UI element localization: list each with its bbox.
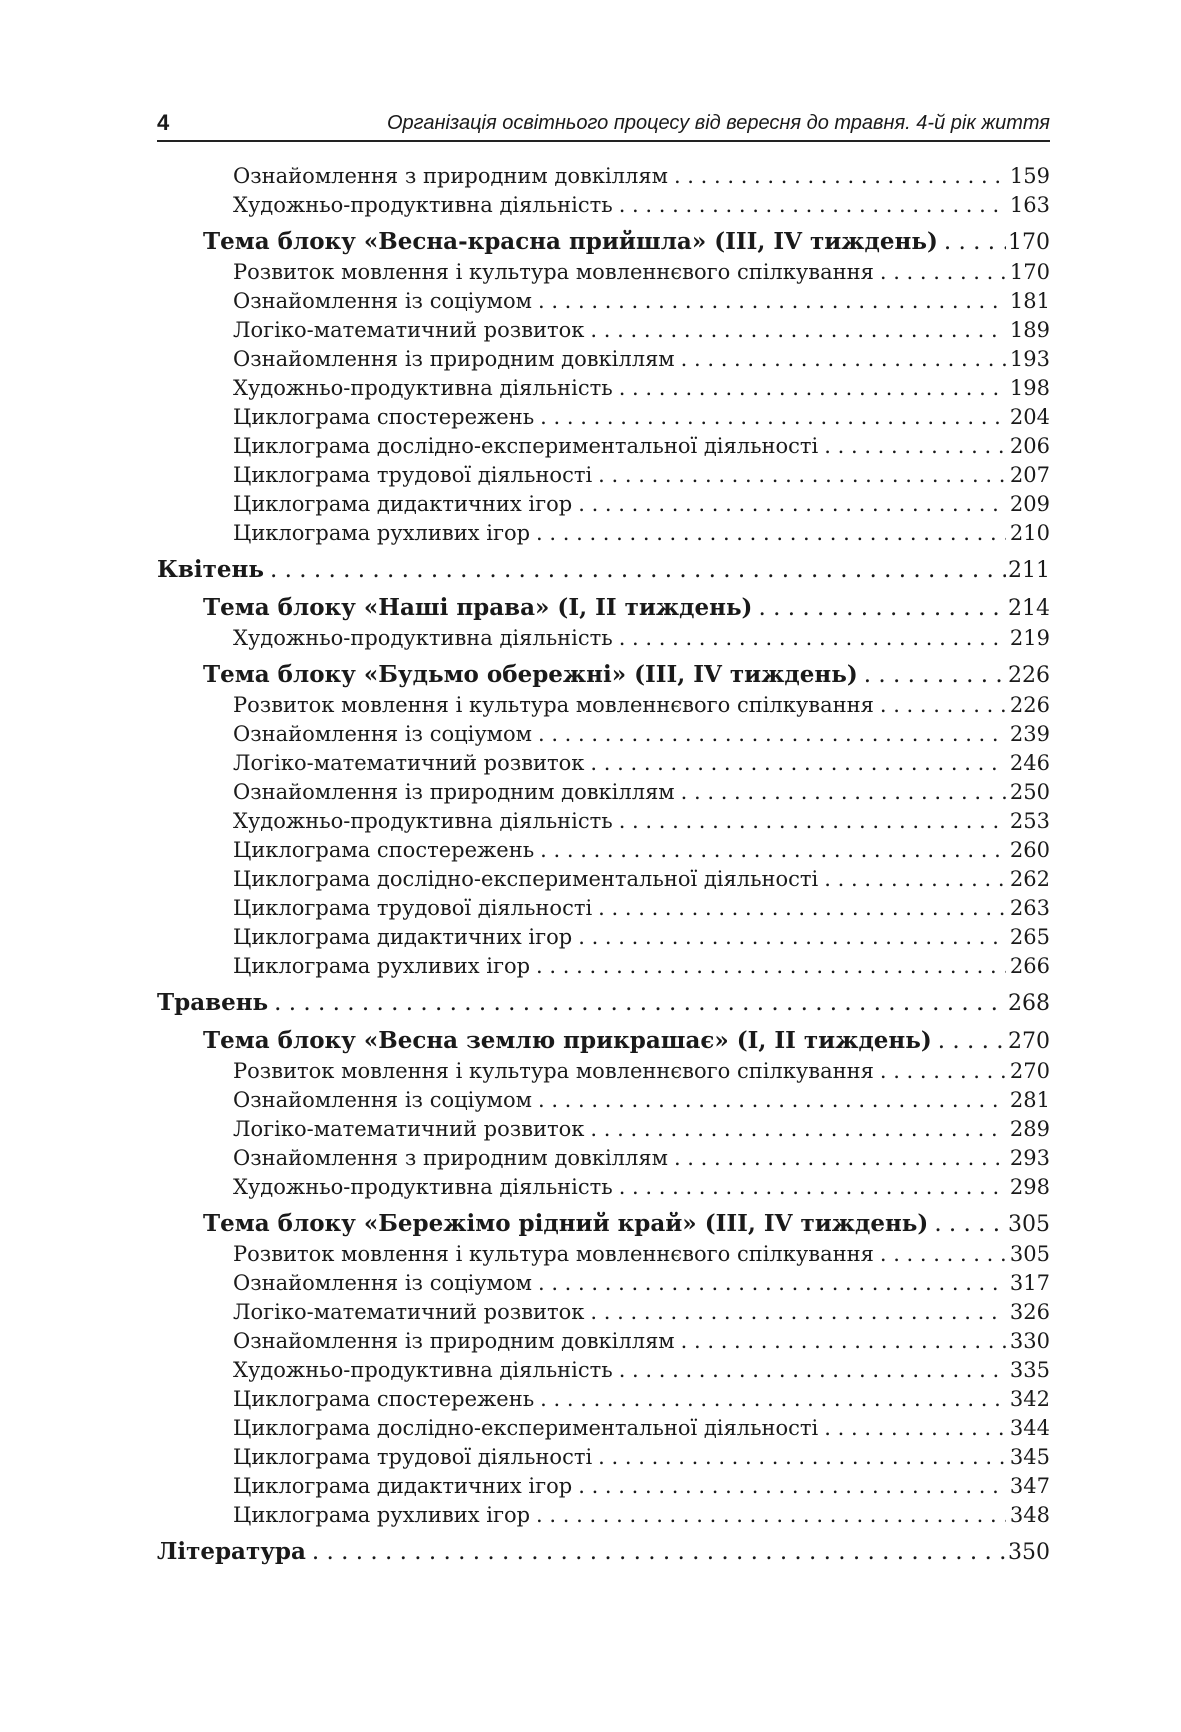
toc-entry xyxy=(157,374,1050,403)
dot-leader xyxy=(572,1472,1006,1501)
toc-entry-page: 198 xyxy=(1009,376,1050,400)
toc-entry xyxy=(157,191,1050,220)
dot-leader xyxy=(592,461,1006,490)
toc-entry-page: 260 xyxy=(1009,838,1050,862)
toc-entry xyxy=(157,952,1050,981)
dot-leader xyxy=(932,1025,1006,1057)
toc-entry xyxy=(157,624,1050,653)
dot-leader xyxy=(675,1327,1006,1356)
toc-entry-page: 344 xyxy=(1009,1416,1050,1440)
table-of-contents xyxy=(157,162,1050,1568)
dot-leader xyxy=(675,778,1006,807)
dot-leader xyxy=(592,1443,1006,1472)
toc-entry-title: Ознайомлення із соціумом xyxy=(233,1271,532,1295)
page-header xyxy=(157,106,1050,142)
toc-entry xyxy=(157,1115,1050,1144)
dot-leader xyxy=(532,1269,1006,1298)
toc-entry-page: 348 xyxy=(1009,1503,1050,1527)
toc-entry-title: Циклограма дослідно-експериментальної діяльності xyxy=(233,1416,819,1440)
toc-entry xyxy=(157,1240,1050,1269)
toc-entry-title: Ознайомлення з природним довкіллям xyxy=(233,164,668,188)
toc-entry xyxy=(157,778,1050,807)
toc-entry xyxy=(157,1501,1050,1530)
toc-entry-title: Циклограма дидактичних ігор xyxy=(233,492,573,516)
dot-leader xyxy=(530,952,1006,981)
toc-entry-title: Розвиток мовлення і культура мовленнєвого спілкування xyxy=(233,693,874,717)
toc-entry-page: 298 xyxy=(1009,1175,1050,1199)
toc-entry xyxy=(157,1144,1050,1173)
toc-entry-page: 170 xyxy=(1008,230,1050,255)
toc-entry-title: Логіко-математичний розвиток xyxy=(233,1117,585,1141)
dot-leader xyxy=(268,987,1006,1019)
dot-leader xyxy=(613,624,1006,653)
toc-entry-title: Тема блоку «Наші права» (І, ІІ тиждень) xyxy=(203,594,753,621)
toc-entry-title: Циклограма трудової діяльності xyxy=(233,463,593,487)
toc-entry-title: Ознайомлення із соціумом xyxy=(233,1088,532,1112)
toc-entry-page: 211 xyxy=(1008,558,1050,583)
toc-entry-page: 219 xyxy=(1009,626,1050,650)
dot-leader xyxy=(928,1208,1006,1240)
toc-entry xyxy=(157,836,1050,865)
toc-entry-page: 159 xyxy=(1009,164,1050,188)
toc-entry-page: 305 xyxy=(1009,1242,1050,1266)
toc-block-topic xyxy=(157,225,1050,258)
toc-entry-title: Циклограма рухливих ігор xyxy=(233,1503,531,1527)
toc-entry-page: 268 xyxy=(1008,991,1050,1016)
dot-leader xyxy=(613,374,1006,403)
toc-entry-title: Циклограма дидактичних ігор xyxy=(233,925,573,949)
toc-entry-page: 226 xyxy=(1008,663,1050,688)
toc-entry xyxy=(157,894,1050,923)
toc-entry-title: Тема блоку «Весна землю прикрашає» (І, ІІ тиждень) xyxy=(203,1027,932,1054)
toc-entry-page: 265 xyxy=(1009,925,1050,949)
toc-entry xyxy=(157,162,1050,191)
toc-entry xyxy=(157,461,1050,490)
toc-entry xyxy=(157,258,1050,287)
toc-entry xyxy=(157,1356,1050,1385)
toc-entry xyxy=(157,1472,1050,1501)
toc-entry-title: Циклограма спостережень xyxy=(233,405,535,429)
dot-leader xyxy=(572,923,1006,952)
dot-leader xyxy=(534,1385,1006,1414)
toc-entry-title: Циклограма рухливих ігор xyxy=(233,521,531,545)
toc-entry-title: Тема блоку «Весна-красна прийшла» (ІІІ, ІV тиждень) xyxy=(203,228,938,255)
dot-leader xyxy=(532,287,1006,316)
dot-leader xyxy=(534,403,1006,432)
page-number: 4 xyxy=(157,110,170,135)
toc-entry-title: Художньо-продуктивна діяльність xyxy=(233,1358,613,1382)
toc-entry-page: 189 xyxy=(1009,318,1050,342)
toc-entry-title: Розвиток мовлення і культура мовленнєвого спілкування xyxy=(233,1059,874,1083)
dot-leader xyxy=(572,490,1006,519)
dot-leader xyxy=(613,1173,1006,1202)
dot-leader xyxy=(874,1057,1006,1086)
toc-entry-page: 270 xyxy=(1009,1059,1050,1083)
toc-entry-title: Розвиток мовлення і культура мовленнєвого спілкування xyxy=(233,260,874,284)
toc-entry-page: 317 xyxy=(1009,1271,1050,1295)
toc-entry-title: Розвиток мовлення і культура мовленнєвого спілкування xyxy=(233,1242,874,1266)
toc-entry-page: 281 xyxy=(1009,1088,1050,1112)
toc-entry xyxy=(157,749,1050,778)
toc-entry-page: 193 xyxy=(1009,347,1050,371)
toc-block-topic xyxy=(157,591,1050,624)
toc-section xyxy=(157,553,1050,586)
running-title: Організація освітнього процесу від вересня до травня. 4-й рік життя xyxy=(387,112,1050,134)
toc-entry-page: 262 xyxy=(1009,867,1050,891)
toc-block-topic xyxy=(157,1207,1050,1240)
toc-entry-title: Циклограма спостережень xyxy=(233,838,535,862)
toc-entry xyxy=(157,1327,1050,1356)
toc-entry xyxy=(157,807,1050,836)
toc-entry xyxy=(157,1414,1050,1443)
toc-entry xyxy=(157,1298,1050,1327)
toc-entry-page: 342 xyxy=(1009,1387,1050,1411)
dot-leader xyxy=(752,592,1006,624)
toc-entry xyxy=(157,432,1050,461)
toc-entry-page: 263 xyxy=(1009,896,1050,920)
toc-entry-title: Художньо-продуктивна діяльність xyxy=(233,626,613,650)
toc-entry-page: 330 xyxy=(1009,1329,1050,1353)
toc-entry xyxy=(157,720,1050,749)
toc-entry-page: 170 xyxy=(1009,260,1050,284)
dot-leader xyxy=(874,1240,1006,1269)
toc-entry-title: Ознайомлення із соціумом xyxy=(233,722,532,746)
toc-entry-page: 293 xyxy=(1009,1146,1050,1170)
toc-entry xyxy=(157,316,1050,345)
toc-entry xyxy=(157,403,1050,432)
toc-entry-title: Циклограма дослідно-експериментальної діяльності xyxy=(233,434,819,458)
toc-entry-title: Циклограма рухливих ігор xyxy=(233,954,531,978)
toc-entry xyxy=(157,865,1050,894)
toc-entry-title: Художньо-продуктивна діяльність xyxy=(233,193,613,217)
toc-entry-title: Ознайомлення із природним довкіллям xyxy=(233,780,675,804)
dot-leader xyxy=(584,316,1006,345)
dot-leader xyxy=(668,1144,1006,1173)
toc-section xyxy=(157,1535,1050,1568)
toc-block-topic xyxy=(157,1024,1050,1057)
dot-leader xyxy=(613,807,1006,836)
toc-entry xyxy=(157,1443,1050,1472)
toc-entry-page: 226 xyxy=(1009,693,1050,717)
toc-entry xyxy=(157,345,1050,374)
dot-leader xyxy=(668,162,1006,191)
toc-entry-title: Циклограма дидактичних ігор xyxy=(233,1474,573,1498)
toc-entry-title: Ознайомлення із природним довкіллям xyxy=(233,347,675,371)
dot-leader xyxy=(532,720,1006,749)
toc-entry-title: Художньо-продуктивна діяльність xyxy=(233,1175,613,1199)
dot-leader xyxy=(264,554,1006,586)
toc-entry-page: 345 xyxy=(1009,1445,1050,1469)
toc-entry-title: Художньо-продуктивна діяльність xyxy=(233,376,613,400)
toc-entry-page: 209 xyxy=(1009,492,1050,516)
toc-entry-title: Травень xyxy=(157,989,269,1016)
toc-entry-title: Логіко-математичний розвиток xyxy=(233,1300,585,1324)
dot-leader xyxy=(592,894,1006,923)
toc-entry-page: 350 xyxy=(1008,1540,1050,1565)
toc-entry xyxy=(157,490,1050,519)
dot-leader xyxy=(613,191,1006,220)
dot-leader xyxy=(818,1414,1006,1443)
toc-entry-title: Логіко-математичний розвиток xyxy=(233,751,585,775)
toc-entry-title: Тема блоку «Бережімо рідний край» (ІІІ, ІV тиждень) xyxy=(203,1210,929,1237)
dot-leader xyxy=(613,1356,1006,1385)
dot-leader xyxy=(306,1536,1006,1568)
toc-entry-page: 210 xyxy=(1009,521,1050,545)
toc-entry-page: 163 xyxy=(1009,193,1050,217)
dot-leader xyxy=(874,258,1006,287)
toc-entry-title: Література xyxy=(157,1538,306,1565)
dot-leader xyxy=(532,1086,1006,1115)
toc-entry-page: 239 xyxy=(1009,722,1050,746)
dot-leader xyxy=(534,836,1006,865)
dot-leader xyxy=(938,226,1006,258)
dot-leader xyxy=(675,345,1006,374)
toc-entry-page: 181 xyxy=(1009,289,1050,313)
toc-entry-title: Логіко-математичний розвиток xyxy=(233,318,585,342)
toc-entry xyxy=(157,1173,1050,1202)
toc-entry-title: Циклограма трудової діяльності xyxy=(233,896,593,920)
toc-entry xyxy=(157,1057,1050,1086)
toc-entry-title: Ознайомлення із соціумом xyxy=(233,289,532,313)
toc-entry-page: 206 xyxy=(1009,434,1050,458)
dot-leader xyxy=(818,432,1006,461)
toc-entry-page: 207 xyxy=(1009,463,1050,487)
toc-entry xyxy=(157,1086,1050,1115)
toc-entry xyxy=(157,1269,1050,1298)
toc-entry-title: Циклограма дослідно-експериментальної діяльності xyxy=(233,867,819,891)
toc-entry-page: 246 xyxy=(1009,751,1050,775)
toc-entry xyxy=(157,1385,1050,1414)
toc-block-topic xyxy=(157,658,1050,691)
toc-entry-title: Ознайомлення із природним довкіллям xyxy=(233,1329,675,1353)
dot-leader xyxy=(874,691,1006,720)
toc-section xyxy=(157,986,1050,1019)
dot-leader xyxy=(530,1501,1006,1530)
dot-leader xyxy=(858,659,1006,691)
toc-entry-page: 335 xyxy=(1009,1358,1050,1382)
dot-leader xyxy=(584,749,1006,778)
toc-entry-page: 326 xyxy=(1009,1300,1050,1324)
toc-entry-title: Художньо-продуктивна діяльність xyxy=(233,809,613,833)
dot-leader xyxy=(584,1115,1006,1144)
toc-entry-page: 250 xyxy=(1009,780,1050,804)
toc-entry-page: 305 xyxy=(1008,1212,1050,1237)
toc-entry xyxy=(157,519,1050,548)
dot-leader xyxy=(818,865,1006,894)
toc-entry xyxy=(157,923,1050,952)
toc-entry xyxy=(157,691,1050,720)
toc-entry-page: 347 xyxy=(1009,1474,1050,1498)
dot-leader xyxy=(584,1298,1006,1327)
toc-entry xyxy=(157,287,1050,316)
toc-entry-page: 253 xyxy=(1009,809,1050,833)
toc-entry-title: Ознайомлення з природним довкіллям xyxy=(233,1146,668,1170)
toc-entry-title: Квітень xyxy=(157,556,264,583)
toc-entry-page: 270 xyxy=(1008,1029,1050,1054)
toc-entry-title: Циклограма спостережень xyxy=(233,1387,535,1411)
toc-entry-title: Циклограма трудової діяльності xyxy=(233,1445,593,1469)
dot-leader xyxy=(530,519,1006,548)
toc-entry-page: 214 xyxy=(1008,596,1050,621)
toc-entry-page: 204 xyxy=(1009,405,1050,429)
toc-entry-page: 289 xyxy=(1009,1117,1050,1141)
toc-entry-title: Тема блоку «Будьмо обережні» (ІІІ, ІV тиждень) xyxy=(203,661,858,688)
toc-entry-page: 266 xyxy=(1009,954,1050,978)
